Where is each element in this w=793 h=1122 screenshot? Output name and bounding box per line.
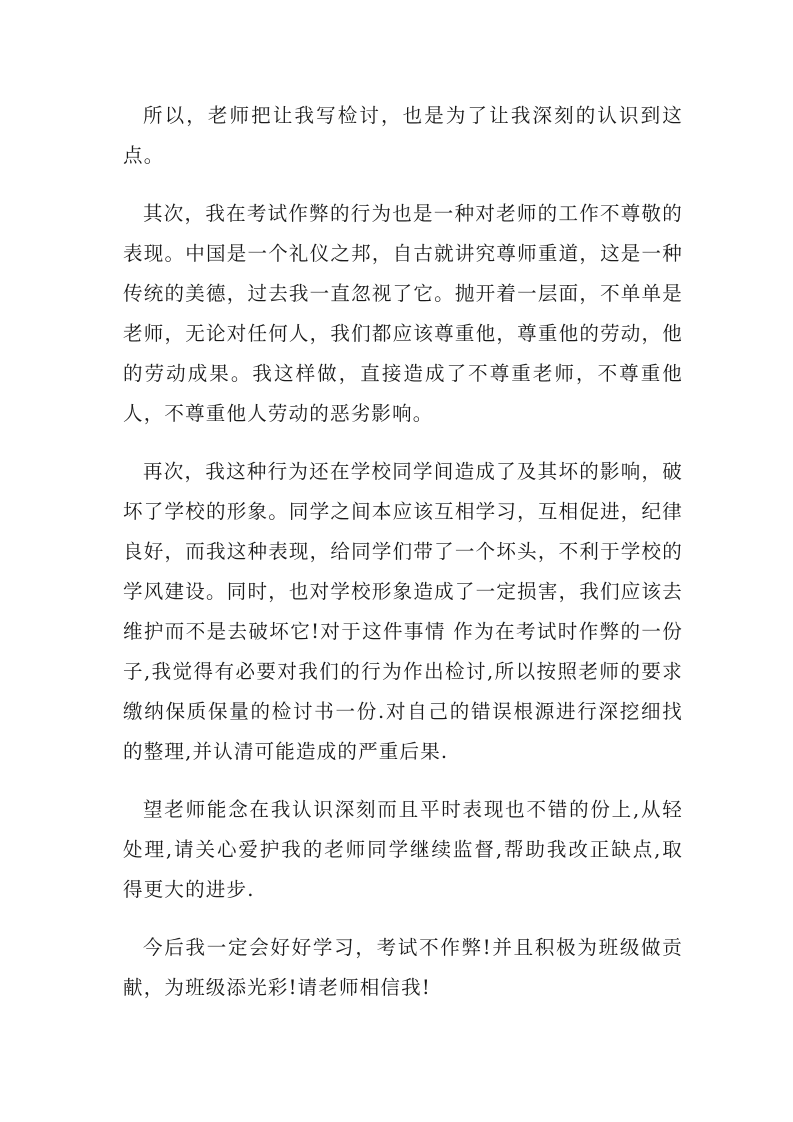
paragraph-respect-teacher: 其次，我在考试作弊的行为也是一种对老师的工作不尊敬的表现。中国是一个礼仪之邦，自古就讲究尊师重道，这是一种传统的美德，过去我一直忽视了它。抛开着一层面，不单单是老师，无论对任何人，我们都应该尊重他，尊重他的劳动，他的劳动成果。我这样做，直接造成了不尊重老师，不尊重他人，不尊重他人劳动的恶劣影响。 bbox=[123, 202, 683, 425]
paragraph-future-promise: 今后我一定会好好学习，考试不作弊!并且积极为班级做贡献，为班级添光彩!请老师相信我! bbox=[123, 936, 683, 999]
paragraph-request-leniency: 望老师能念在我认识深刻而且平时表现也不错的份上,从轻处理,请关心爱护我的老师同学继续监督,帮助我改正缺点,取得更大的进步. bbox=[123, 798, 683, 901]
document-body bbox=[123, 96, 683, 1026]
paragraph-conclusion-awareness: 所以，老师把让我写检讨，也是为了让我深刻的认识到这点。 bbox=[123, 104, 683, 167]
paragraph-school-impact: 再次，我这种行为还在学校同学间造成了及其坏的影响，破坏了学校的形象。同学之间本应该互相学习，互相促进，纪律良好，而我这种表现，给同学们带了一个坏头，不利于学校的学风建设。同时，也对学校形象造成了一定损害，我们应该去维护而不是去破坏它!对于这件事情 作为在考试时作弊的一份子,我觉得有必要对我们的行为作出检讨,所以按照老师的要求缴纳保质保量的检讨书一份.对自己的错误根源进行深挖细找的整理,并认清可能造成的严重后果. bbox=[123, 460, 683, 763]
